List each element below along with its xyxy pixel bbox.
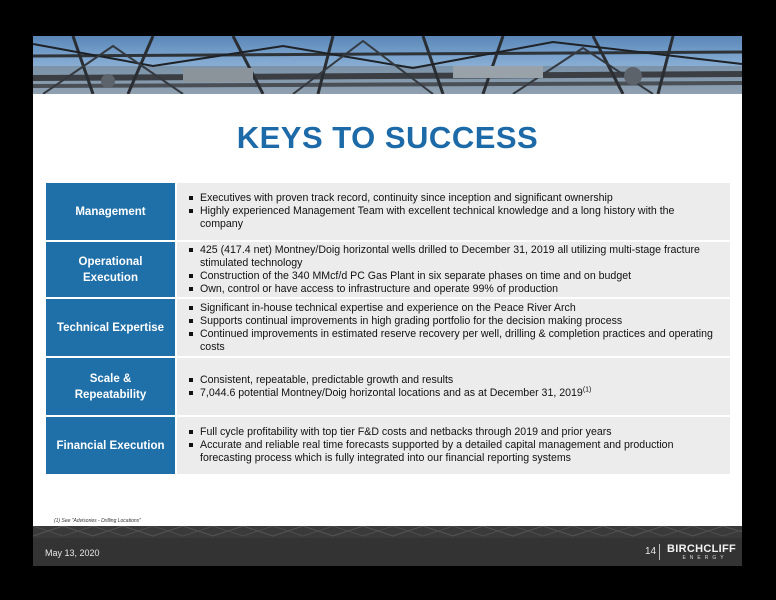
row-content bbox=[177, 299, 730, 356]
footer-date: May 13, 2020 bbox=[45, 548, 100, 558]
industrial-pipes-image bbox=[33, 36, 742, 94]
header-photo-banner bbox=[33, 36, 742, 94]
row-content bbox=[177, 183, 730, 240]
bullet-item: Supports continual improvements in high grading portfolio for the decision making process bbox=[187, 315, 720, 328]
footer-pattern bbox=[33, 526, 742, 566]
footer-divider bbox=[659, 544, 660, 560]
row-content bbox=[177, 242, 730, 297]
table-row bbox=[46, 183, 730, 240]
bullet-item: Executives with proven track record, continuity since inception and significant ownership bbox=[187, 192, 720, 205]
footer-bar bbox=[33, 526, 742, 566]
logo-line1: BIRCHCLIFF bbox=[667, 543, 736, 555]
bullet-item: Consistent, repeatable, predictable growth and results bbox=[187, 374, 720, 387]
bullet-item: Accurate and reliable real time forecasts supported by a detailed capital management and production forecasting process which is fully integrated into our financial reporting systems bbox=[187, 439, 720, 465]
bullet-text: 7,044.6 potential Montney/Doig horizontal locations and as at December 31, 2019 bbox=[200, 386, 583, 399]
bullet-item: Continued improvements in estimated reserve recovery per well, drilling & completion practices and operating costs bbox=[187, 328, 720, 354]
row-label bbox=[46, 417, 175, 474]
row-label-text: Scale & Repeatability bbox=[74, 372, 147, 401]
row-label-text: Financial Execution bbox=[56, 439, 165, 452]
page-number: 14 bbox=[645, 546, 657, 557]
slide-title: KEYS TO SUCCESS bbox=[236, 120, 539, 155]
bullet-item bbox=[187, 387, 720, 400]
row-label bbox=[46, 299, 175, 356]
table-row bbox=[46, 299, 730, 356]
bullet-item: Full cycle profitability with top tier F&D costs and netbacks through 2019 and prior years bbox=[187, 426, 720, 439]
bullet-item: Construction of the 340 MMcf/d PC Gas Plant in six separate phases on time and on budget bbox=[187, 270, 720, 283]
bullet-item: Highly experienced Management Team with excellent technical knowledge and a long history with the company bbox=[187, 205, 720, 231]
row-label-text: Management bbox=[75, 205, 146, 218]
bullet-item: Own, control or have access to infrastructure and operate 99% of production bbox=[187, 283, 720, 296]
birchcliff-logo bbox=[667, 543, 737, 563]
bullet-item: Significant in-house technical expertise and experience on the Peace River Arch bbox=[187, 302, 720, 315]
footnote-marker: (1) bbox=[582, 385, 592, 393]
footnote: (1) See "Advisories - Drilling Locations" bbox=[54, 518, 141, 524]
slide bbox=[33, 36, 742, 566]
row-content bbox=[177, 417, 730, 474]
row-label bbox=[46, 242, 175, 297]
logo-line2: ENERGY bbox=[682, 555, 728, 561]
table-row bbox=[46, 417, 730, 474]
row-content bbox=[177, 358, 730, 415]
bullet-item: 425 (417.4 net) Montney/Doig horizontal wells drilled to December 31, 2019 all utilizing multi-stage fracture stimulated technology bbox=[187, 244, 720, 270]
row-label-text: Technical Expertise bbox=[56, 321, 165, 334]
row-label bbox=[46, 183, 175, 240]
row-label bbox=[46, 358, 175, 415]
table-row bbox=[46, 358, 730, 415]
table-row bbox=[46, 242, 730, 297]
row-label-text: Operational Execution bbox=[78, 255, 143, 284]
